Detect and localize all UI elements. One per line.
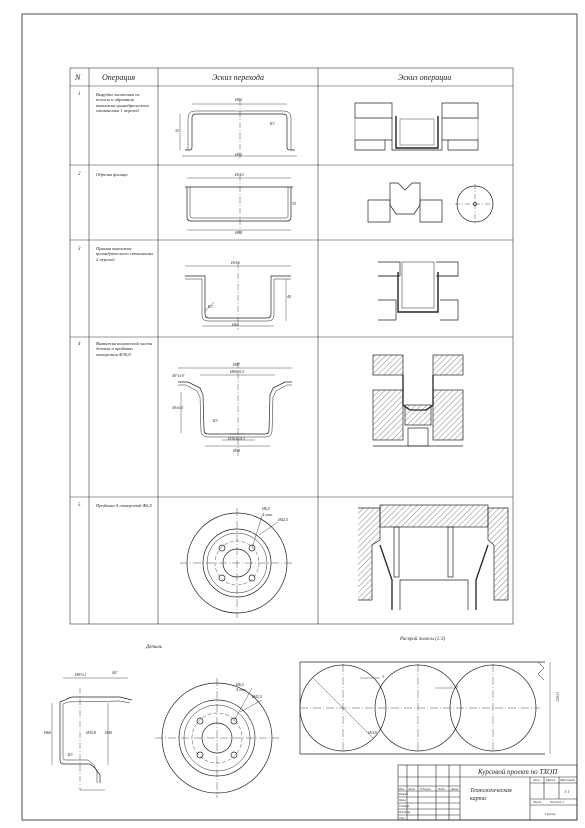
outer-frame xyxy=(22,14,577,820)
sketch-row4 xyxy=(178,362,292,456)
tb-col-list: Лист xyxy=(408,787,416,791)
row3-number: 3 xyxy=(78,247,81,252)
detail-dim-radius: R3 xyxy=(68,752,73,757)
mass-label: Масса xyxy=(546,778,556,782)
strip-layout xyxy=(300,662,550,754)
row4-operation: Вытяжка конической части детали и пробивка отверстия Ф30,8 xyxy=(96,341,153,357)
dim-r4-radius: R3 xyxy=(213,418,218,423)
sketch-row5 xyxy=(180,508,294,618)
row1-number: 1 xyxy=(78,92,81,97)
row5-operation: Пробивка 4 отверстий Ф6,5 xyxy=(96,503,152,508)
tool-row2 xyxy=(368,183,495,224)
layout-mark-1: 3 xyxy=(382,674,384,679)
tb-col-date: Дата xyxy=(451,787,459,791)
layout-mark-2: 3 xyxy=(456,684,458,689)
group-label: Группа xyxy=(545,812,556,816)
layout-width-dim: 126±1 xyxy=(555,691,560,702)
tb-role-nkontr: Н.контр. xyxy=(399,810,411,814)
detail-dim-top: Ø87±1 xyxy=(75,672,87,677)
dim-r4-inner: Ø30,8±0,5 xyxy=(228,436,246,441)
dim-r2-top: Ø110 xyxy=(235,172,244,177)
detail-dim-left: Ø60 xyxy=(44,730,51,735)
dim-r5-holes: Ø6,5 xyxy=(262,506,270,511)
tb-role-razrab: Разраб. xyxy=(399,792,409,796)
sheets-label: Листов 1 xyxy=(550,800,565,804)
header-operation: Операция xyxy=(102,73,136,82)
tool-row3 xyxy=(378,262,458,320)
tool-row1 xyxy=(355,103,478,150)
dim-r2-height: 35 xyxy=(292,201,296,206)
detail2-holes: Ø6,5 xyxy=(236,682,244,687)
dim-r3-top: Ø110 xyxy=(231,260,240,265)
scale-value: 1:1 xyxy=(564,789,570,794)
sketch-row2 xyxy=(185,175,293,233)
row2-number: 2 xyxy=(78,172,81,177)
detail-dim-inner: Ø30,8 xyxy=(86,730,96,735)
row3-operation: Прямая вытяжка цилиндрического стаканчика 2 переход xyxy=(96,246,153,262)
header-step-sketch: Эскиз перехода xyxy=(212,73,264,82)
dim-r5-circle: Ø42,5 xyxy=(278,517,288,522)
project-title: Курсовой проект по ТХОП xyxy=(478,768,558,776)
tb-role-tkontr: Т.контр. xyxy=(399,804,410,808)
sketch-row3 xyxy=(185,262,291,330)
detail2-circle: Ø42,5 xyxy=(252,694,262,699)
tb-role-prov: Пров. xyxy=(399,798,407,802)
detail-dim-angle: 40° xyxy=(112,670,118,675)
tb-col-sign: Подп. xyxy=(438,787,446,791)
sketch-row1 xyxy=(180,100,297,158)
dim-r4-bottom: Ø58 xyxy=(233,448,240,453)
sheet-label: Лист xyxy=(533,800,542,804)
scale-label: Масштаб xyxy=(560,778,575,782)
dim-r1-height: 32 xyxy=(175,128,179,133)
document-name: Технологическая карта xyxy=(470,788,512,802)
dim-r1-bottom: Ø90 xyxy=(235,152,242,157)
tool-row4 xyxy=(373,355,463,446)
dim-r4-height: 50±0,5 xyxy=(172,405,184,410)
dim-r3-radius: R3 xyxy=(208,304,213,309)
dim-r4-angle: 40°±10' xyxy=(172,373,185,378)
tb-col-doc: N докум. xyxy=(420,787,432,791)
dim-r3-height: 40 xyxy=(287,294,291,299)
dim-r1-radius: R3 xyxy=(270,121,275,126)
tb-col-izm: Изм. xyxy=(399,787,405,791)
dim-r3-bottom: Ø60 xyxy=(232,322,239,327)
detail-dim-bottom: Ø40 xyxy=(105,730,112,735)
detail-label: Деталь xyxy=(146,645,162,650)
tb-role-utv: Утв. xyxy=(399,816,406,820)
header-op-sketch: Эскиз операции xyxy=(398,73,452,82)
row5-number: 5 xyxy=(78,503,81,508)
row4-number: 4 xyxy=(78,342,81,347)
dim-r2-bottom: Ø84 xyxy=(235,230,242,235)
layout-label: Раскрой полосы (1:3) xyxy=(400,637,446,642)
dim-r4-mid: Ø60±0,5 xyxy=(230,369,245,374)
dim-r4-top: Ø87 xyxy=(233,362,240,367)
header-n: N xyxy=(75,73,81,82)
detail2-holes-count: 4 отв. xyxy=(236,687,247,692)
tool-row5 xyxy=(358,505,508,610)
layout-diameter: Ø118 xyxy=(368,730,377,735)
dim-r1-top: Ø84 xyxy=(235,97,242,102)
row1-operation: Вырубка заготовки из полосы и обратная вытяжка цилиндрического стаканчика 1 переход xyxy=(96,92,150,114)
lit-label: Лит. xyxy=(533,778,541,782)
dim-r5-holes-count: 4 отв. xyxy=(262,512,273,517)
row2-operation: Обрезка фланца xyxy=(96,172,128,177)
